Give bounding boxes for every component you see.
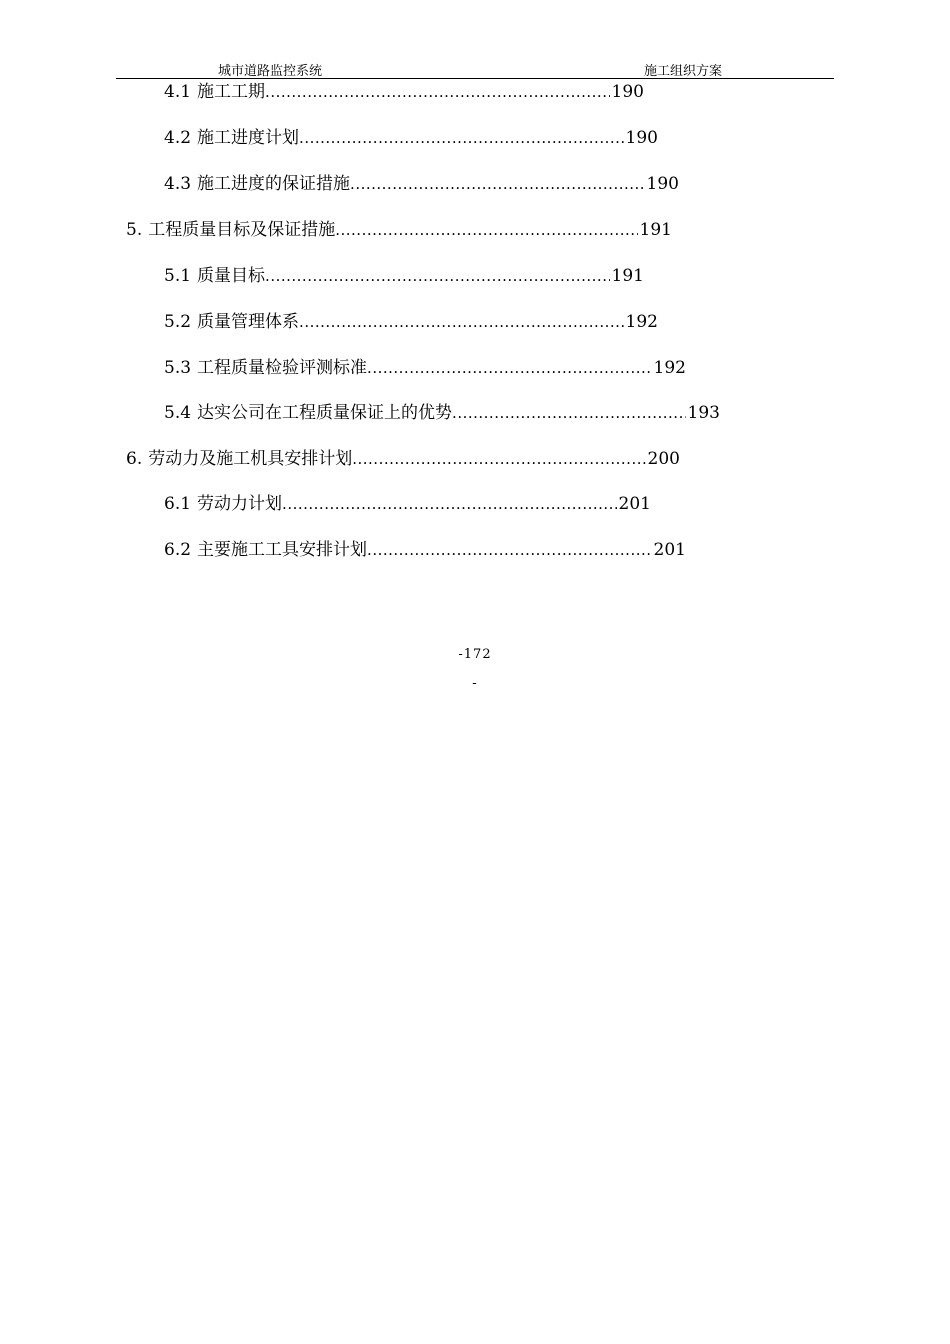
- toc-entry-page: 193: [687, 403, 720, 423]
- toc-entry-page: 200: [647, 449, 680, 469]
- toc-entry-page: 192: [653, 358, 686, 378]
- toc-entry-page: 191: [639, 220, 672, 240]
- toc-entry-number: 5.4: [164, 403, 192, 423]
- toc-entry-title: 工程质量目标及保证措施: [148, 220, 336, 240]
- toc-entry-title: 达实公司在工程质量保证上的优势: [197, 403, 453, 423]
- toc-entry-5-3[interactable]: [164, 356, 686, 380]
- toc-entry-page: 190: [625, 128, 658, 148]
- toc-entry-6-2[interactable]: [164, 538, 686, 562]
- toc-entry-title: 主要施工工具安排计划: [197, 540, 368, 560]
- toc-dot-leader: [299, 310, 624, 334]
- toc-entry-4-2[interactable]: [164, 126, 658, 150]
- toc-entry-4-3[interactable]: [164, 172, 679, 196]
- toc-entry-number: 5.2: [164, 312, 192, 332]
- toc-entry-title: 质量管理体系: [197, 312, 300, 332]
- toc-entry-page: 190: [611, 82, 644, 102]
- toc-dot-leader: [367, 538, 652, 562]
- toc-dot-leader: [282, 492, 617, 516]
- header-section-title: 施工组织方案: [644, 64, 723, 79]
- toc-entry-page: 191: [611, 266, 644, 286]
- table-of-contents: [0, 0, 950, 600]
- toc-entry-number: 5.: [126, 220, 143, 240]
- toc-entry-page: 190: [646, 174, 679, 194]
- header-document-title: 城市道路监控系统: [218, 64, 323, 79]
- toc-entry-number: 4.3: [164, 174, 192, 194]
- toc-entry-number: 4.1: [164, 82, 192, 102]
- toc-entry-number: 6.1: [164, 494, 192, 514]
- toc-entry-5-4[interactable]: [164, 401, 720, 425]
- toc-entry-5[interactable]: [126, 218, 672, 242]
- toc-entry-title: 施工工期: [197, 82, 266, 102]
- toc-entry-number: 5.3: [164, 358, 192, 378]
- page-number: -172: [458, 647, 492, 662]
- toc-entry-title: 施工进度计划: [197, 128, 300, 148]
- toc-entry-5-2[interactable]: [164, 310, 658, 334]
- toc-dot-leader: [350, 172, 645, 196]
- toc-entry-title: 劳动力计划: [197, 494, 283, 514]
- toc-dot-leader: [335, 218, 637, 242]
- toc-entry-page: 201: [618, 494, 651, 514]
- toc-dot-leader: [265, 80, 610, 104]
- toc-entry-title: 工程质量检验评测标准: [197, 358, 368, 378]
- toc-dot-leader: [265, 264, 610, 288]
- footer-dash: -: [472, 676, 478, 691]
- toc-entry-6-1[interactable]: [164, 492, 651, 516]
- toc-entry-number: 5.1: [164, 266, 192, 286]
- toc-dot-leader: [452, 401, 686, 425]
- toc-entry-title: 劳动力及施工机具安排计划: [148, 449, 353, 469]
- toc-entry-number: 4.2: [164, 128, 192, 148]
- toc-entry-5-1[interactable]: [164, 264, 644, 288]
- toc-entry-number: 6.: [126, 449, 143, 469]
- toc-dot-leader: [299, 126, 624, 150]
- toc-entry-page: 201: [653, 540, 686, 560]
- toc-dot-leader: [367, 356, 652, 380]
- toc-entry-title: 施工进度的保证措施: [197, 174, 351, 194]
- toc-dot-leader: [352, 447, 645, 471]
- toc-entry-title: 质量目标: [197, 266, 266, 286]
- toc-entry-4-1[interactable]: [164, 80, 644, 104]
- toc-entry-number: 6.2: [164, 540, 192, 560]
- toc-entry-page: 192: [625, 312, 658, 332]
- toc-entry-6[interactable]: [126, 447, 680, 471]
